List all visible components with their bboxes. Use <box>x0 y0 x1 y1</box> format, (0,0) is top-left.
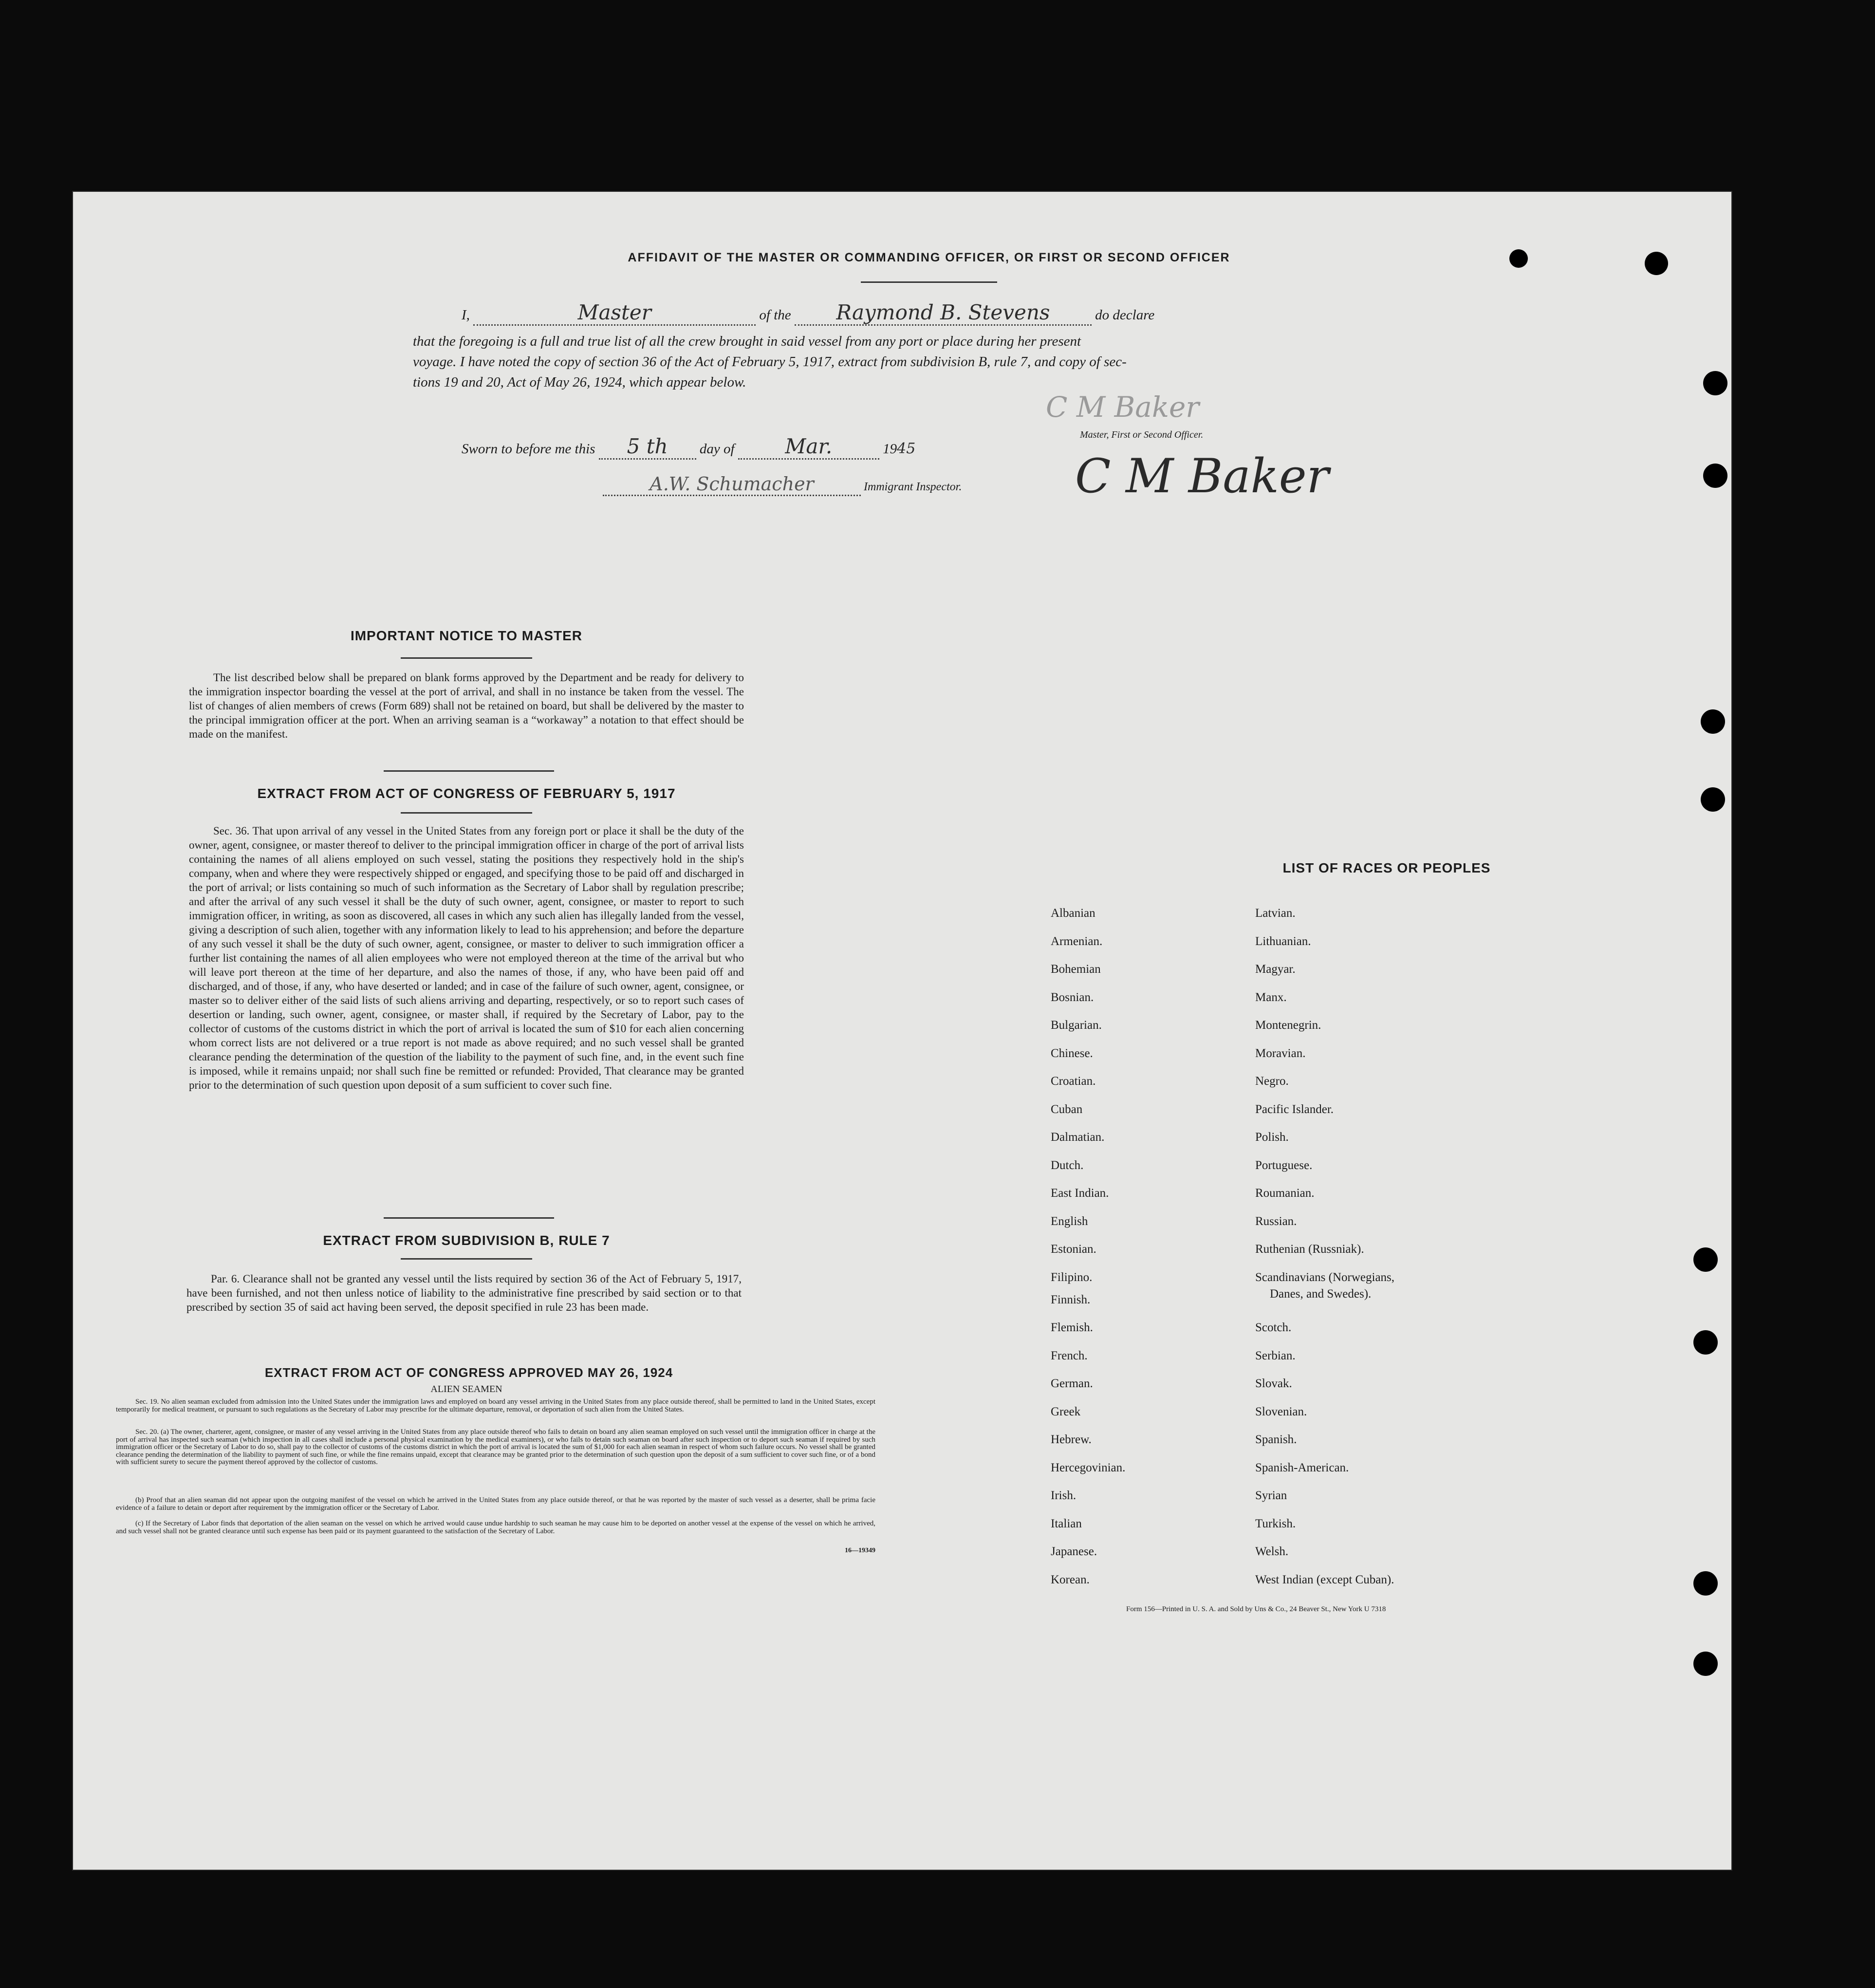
race-right-item: West Indian (except Cuban). <box>1255 1573 1394 1586</box>
race-right-item: Roumanian. <box>1255 1187 1315 1200</box>
race-left-item: Bosnian. <box>1051 990 1094 1004</box>
race-left-item: Bulgarian. <box>1051 1019 1102 1032</box>
race-left-item: Albanian <box>1051 907 1095 920</box>
extract-1917-text: Sec. 36. That upon arrival of any vessel in the United States from any foreign port or place it shall be the duty of the owner, agent, consignee, or master thereof to deliver to the principal immigration officer in charge of the port of arrival lists containing the names of all aliens employed on such vessel, stating the positions they respectively hold in the ship's company, when and where they were respectively shipped or engaged, and specifying those to be paid off and discharged in the port of arrival; or lists containing so much of such information as the Secretary of Labor shall by regulation prescribe; and after the arrival of any such vessel it shall be the duty of such owner, agent, consignee, or master to report to such immigration officer, in writing, as soon as discovered, all cases in which any such alien has illegally landed from the vessel, giving a description of such alien, together with any information likely to lead to his apprehension; and before the departure of any such vessel it shall be the duty of such owner, agent, consignee, or master to deliver to such immigration officer a further list containing the names of all alien employees who were not employed thereon at the time of the arrival but who will leave port thereon at the time of her departure, and also the names of those, if any, who have been paid off and discharged, and of those, if any, who have deserted or landed; and in case of the failure of such owner, agent, consignee, or master so to deliver either of the said lists of such aliens arriving and departing, respectively, or so to report such cases of desertion or landing, such owner, agent, consignee, or master shall, if required by the Secretary of Labor, pay to the collector of customs of the customs district in which the port of arrival is located the sum of $10 for each alien concerning whom correct lists are not delivered or a true report is not made as above required; and no such vessel shall be granted clearance pending the determination of the question of the liability to the payment of such fine, and, in the event such fine is imposed, while it remains unpaid; nor shall such fine be remitted or refunded: Provided, That clearance may be granted prior to the determination of such question upon deposit of a sum sufficient to cover such fine. <box>189 825 744 1091</box>
race-right-item: Moravian. <box>1255 1046 1306 1060</box>
race-right-item: Spanish-American. <box>1255 1461 1349 1474</box>
affidavit-prefix: I, <box>462 307 470 323</box>
race-right-item: Ruthenian (Russniak). <box>1255 1243 1364 1256</box>
race-right-item: Magyar. <box>1255 963 1296 976</box>
punch-hole <box>1701 709 1725 734</box>
races-title: LIST OF RACES OR PEOPLES <box>1282 860 1491 875</box>
sworn-day-handwritten: 5 th <box>627 434 668 458</box>
form-code: 16—19349 <box>845 1547 875 1554</box>
sworn-year-prefix: 19 <box>883 441 897 457</box>
race-left-item: Irish. <box>1051 1489 1077 1502</box>
race-left-item: Chinese. <box>1051 1046 1093 1060</box>
affidavit-line-1 <box>462 300 1494 326</box>
race-left-item: Italian <box>1051 1517 1082 1530</box>
race-left-item: Flemish. <box>1051 1321 1093 1334</box>
inspector-name-handwritten: A.W. Schumacher <box>650 473 814 495</box>
race-right-item: Lithuanian. <box>1255 934 1311 948</box>
race-left-item: Filipino. <box>1051 1270 1093 1284</box>
inspector-caption: Immigrant Inspector. <box>864 481 962 493</box>
race-right-item: Russian. <box>1255 1214 1297 1228</box>
race-left-item: Hebrew. <box>1051 1433 1092 1446</box>
race-left-item: Armenian. <box>1051 934 1103 948</box>
extract-1924-subtitle: ALIEN SEAMEN <box>430 1384 502 1394</box>
race-right-item: Latvian. <box>1255 907 1296 920</box>
affidavit-line-3: voyage. I have noted the copy of section 36 of the Act of February 5, 1917, extract from subdivision B, rule 7, and copy of sec- <box>413 354 1127 370</box>
document-page <box>72 191 1732 1871</box>
race-left-item: Korean. <box>1051 1573 1090 1586</box>
sworn-line <box>462 434 1095 460</box>
race-right-item: Pacific Islander. <box>1255 1102 1334 1116</box>
extract-1917-divider <box>401 812 532 814</box>
punch-hole <box>1693 1247 1718 1272</box>
notice-end-divider <box>384 770 554 772</box>
extract-1924-title: EXTRACT FROM ACT OF CONGRESS APPROVED MAY 26, 1924 <box>264 1365 673 1380</box>
ink-blot <box>1645 252 1668 275</box>
race-right-item: Scotch. <box>1255 1321 1292 1334</box>
affidavit-title: AFFIDAVIT OF THE MASTER OR COMMANDING OFFICER, OR FIRST OR SECOND OFFICER <box>628 251 1230 264</box>
race-right-item: Montenegrin. <box>1255 1019 1321 1032</box>
race-right-item: Scandinavians (Norwegians, <box>1255 1270 1395 1284</box>
title-divider <box>861 281 997 283</box>
notice-title: IMPORTANT NOTICE TO MASTER <box>350 628 583 643</box>
race-left-item: Greek <box>1051 1405 1081 1418</box>
race-left-item: English <box>1051 1214 1088 1228</box>
race-left-item: Japanese. <box>1051 1545 1097 1558</box>
race-left-item: Hercegovinian. <box>1051 1461 1126 1474</box>
sworn-prefix: Sworn to before me this <box>462 441 595 457</box>
affidavit-line-4: tions 19 and 20, Act of May 26, 1924, which appear below. <box>413 374 746 390</box>
ink-blot <box>1509 249 1528 268</box>
affidavit-line-2: that the foregoing is a full and true list of all the crew brought in said vessel from any port or place during her present <box>413 334 1081 349</box>
race-left-item: East Indian. <box>1051 1187 1109 1200</box>
race-right-item: Slovak. <box>1255 1377 1292 1390</box>
vessel-name-handwritten: Raymond B. Stevens <box>836 300 1050 324</box>
race-left-item: German. <box>1051 1377 1093 1390</box>
affidavit-declare: do declare <box>1095 307 1155 323</box>
inspector-line <box>603 473 962 496</box>
punch-hole <box>1693 1652 1718 1676</box>
extract-1917-title: EXTRACT FROM ACT OF CONGRESS OF FEBRUARY 5, 1917 <box>257 786 676 801</box>
rule7-title: EXTRACT FROM SUBDIVISION B, RULE 7 <box>323 1233 610 1248</box>
race-left-item: Finnish. <box>1051 1293 1091 1306</box>
notice-divider <box>401 657 532 659</box>
race-left-item: Dutch. <box>1051 1158 1084 1172</box>
master-signature: C M Baker <box>1075 449 1329 503</box>
punch-hole <box>1693 1330 1718 1355</box>
master-signature-caption: Master, First or Second Officer. <box>1080 429 1204 440</box>
race-right-item: Syrian <box>1255 1489 1287 1502</box>
punch-hole <box>1703 371 1727 395</box>
sworn-year-handwritten: 45 <box>897 440 916 457</box>
race-right-item: Slovenian. <box>1255 1405 1307 1418</box>
race-right-item: Turkish. <box>1255 1517 1296 1530</box>
officer-rank-handwritten: Master <box>577 300 651 324</box>
race-left-item: Cuban <box>1051 1102 1083 1116</box>
race-right-item: Spanish. <box>1255 1433 1297 1446</box>
master-signature-faint: C M Baker <box>1046 390 1200 424</box>
rule7-text: Par. 6. Clearance shall not be granted any vessel until the lists required by section 36 of the Act of February 5, 1917, have been furnished, and not then unless notice of liability to the administrative fine prescribed by said section or to that prescribed by section 35 of said act having been served, the deposit specified in rule 23 has been made. <box>186 1273 742 1313</box>
race-right-item: Welsh. <box>1255 1545 1289 1558</box>
race-left-item: French. <box>1051 1349 1088 1362</box>
rule7-divider <box>401 1258 532 1260</box>
race-right-item: Polish. <box>1255 1131 1289 1144</box>
sec20c-text: (c) If the Secretary of Labor finds that deportation of the alien seaman on the vessel on which he arrived would cause undue hardship to such seaman he may cause him to be deported on another vessel at the expense of the vessel on which he arrived, and such vessel shall not be granted clearance until such expense has been paid or its payment guaranteed to the satisfaction of the Secretary of Labor. <box>116 1520 875 1535</box>
sec19-text: Sec. 19. No alien seaman excluded from admission into the United States under the immigration laws and employed on board any vessel arriving in the United States from any place outside thereof, shall be permitted to land in the United States, except temporarily for medical treatment, or pursuant to such regulations as the Secretary of Labor may prescribe for the ultimate departure, removal, or deportation of such alien from the United States. <box>116 1398 875 1413</box>
race-right-item: Danes, and Swedes). <box>1270 1287 1372 1301</box>
punch-hole <box>1703 464 1727 488</box>
race-right-item: Portuguese. <box>1255 1158 1313 1172</box>
race-right-item: Negro. <box>1255 1075 1289 1088</box>
sworn-day-of: day of <box>699 441 735 457</box>
race-right-item: Serbian. <box>1255 1349 1296 1362</box>
punch-hole <box>1701 787 1725 812</box>
sworn-month-handwritten: Mar. <box>785 434 833 458</box>
sec20b-text: (b) Proof that an alien seaman did not appear upon the outgoing manifest of the vessel on which he arrived in the United States from any place outside thereof, or that he was reported by the master of such vessel as a deserter, shall be prima facie evidence of a failure to detain or deport after requirement by the immigration officer or the Secretary of Labor. <box>116 1496 875 1512</box>
race-left-item: Estonian. <box>1051 1243 1096 1256</box>
affidavit-of-the: of the <box>759 307 791 323</box>
form-printing-note: Form 156—Printed in U. S. A. and Sold by Uns & Co., 24 Beaver St., New York U 7318 <box>1126 1605 1386 1613</box>
punch-hole <box>1693 1571 1718 1596</box>
race-left-item: Croatian. <box>1051 1075 1096 1088</box>
race-left-item: Dalmatian. <box>1051 1131 1105 1144</box>
sec20a-text: Sec. 20. (a) The owner, charterer, agent, consignee, or master of any vessel arriving in the United States from any place outside thereof who fails to detain on board any alien seaman employed on such vessel until the immigration officer in charge at the port of arrival has inspected such seaman (which inspection in all cases shall include a personal physical examination by the medical examiners), or who fails to detain such seaman on board after such inspection or to deport such seaman if required by such immigration officer or the Secretary of Labor to do so, shall pay to the collector of customs of the customs district in which the port of arrival is located the sum of $1,000 for each alien seaman in respect of whom such failure occurs. No vessel shall be granted clearance pending the determination of the liability to payment of such fine, or while the fine remains unpaid, except that clearance may be granted prior to the determination of such question upon the deposit of a sum sufficient to cover such fine, or of a bond with sufficient surety to secure the payment thereof approved by the collector of customs. <box>116 1428 875 1466</box>
race-left-item: Bohemian <box>1051 963 1101 976</box>
extract-1917-end-divider <box>384 1217 554 1219</box>
race-right-item: Manx. <box>1255 990 1287 1004</box>
notice-text: The list described below shall be prepared on blank forms approved by the Department and be ready for delivery to the immigration inspector boarding the vessel at the port of arrival, and shall in no instance be taken from the vessel. The list of changes of alien members of crews (Form 689) shall not be retained on board, but shall be delivered by the master to the principal immigration officer at the port. When an arriving seaman is a “workaway” a notation to that effect should be made on the manifest. <box>189 671 744 740</box>
